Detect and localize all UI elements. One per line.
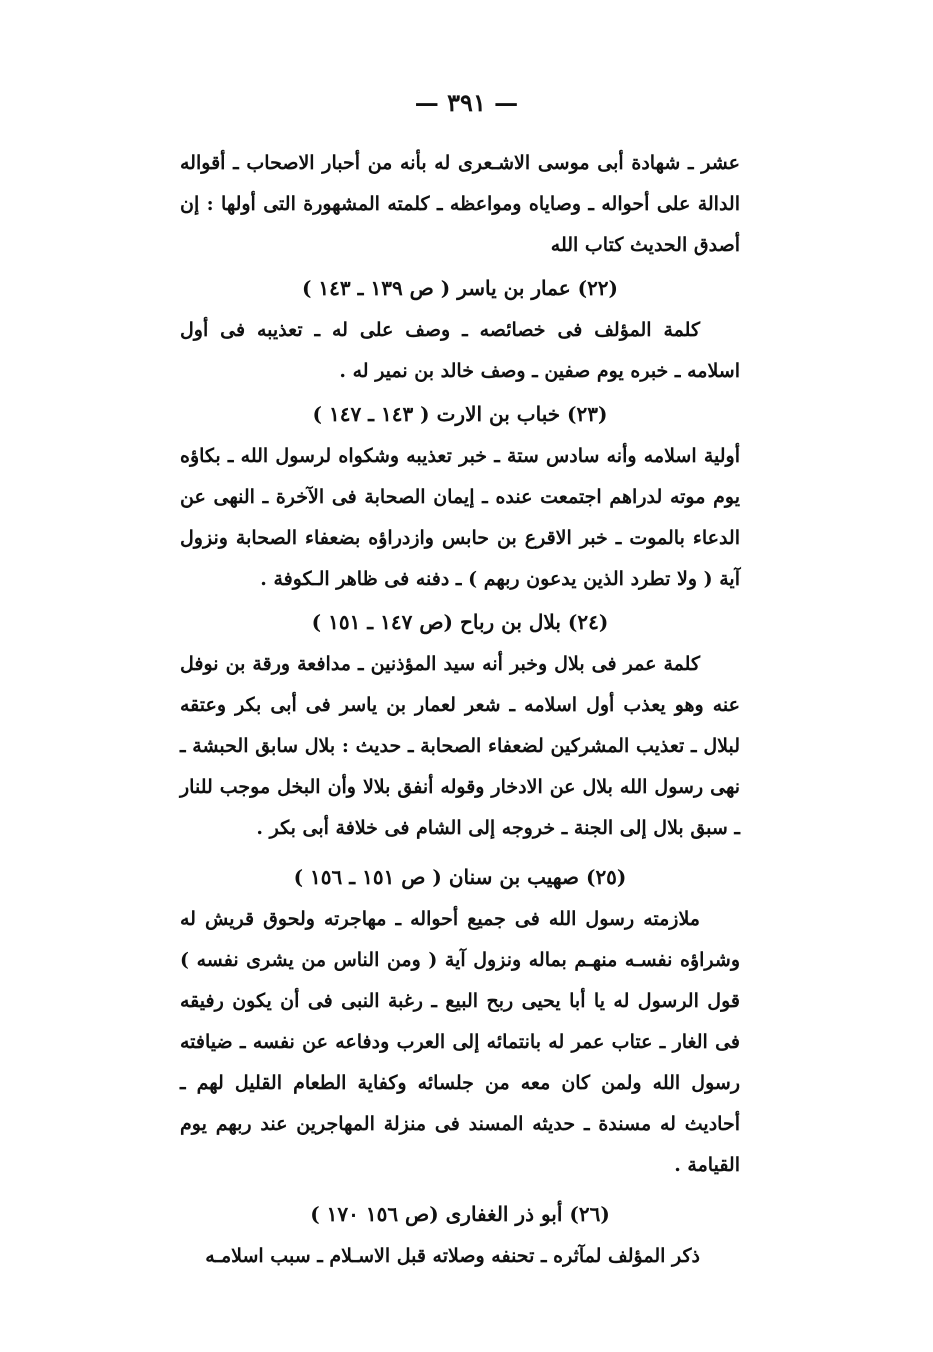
paragraph-26: ذكر المؤلف لمآثره ـ تحنفه وصلاته قبل الاسـلام ـ سبب اسلامـه bbox=[205, 1245, 700, 1267]
section-heading-25: (٢٥) صهيب بن سنان ( ص ١٥١ ـ ١٥٦ ) bbox=[293, 865, 627, 889]
paragraph-22: كلمة المؤلف فى خصائصه ـ وصف على له ـ تعذيبه فى أول اسلامه ـ خبره يوم صفين ـ وصف خالد بن نمير له . bbox=[180, 319, 740, 382]
paragraph-23: أولية اسلامه وأنه سادس ستة ـ خبر تعذيبه وشكواه لرسول الله ـ بكاؤه يوم موته لدراهم اجتمعت عنده ـ إيمان الصحابة فى الآخرة ـ النهى عن الدعاء بالموت ـ خبر الاقرع بن حابس وازدراؤه بضعفاء الصحابة ونزول آية ( ولا تطرد الذين يدعون ربهم ) ـ دفنه فى ظاهر الـكوفة . bbox=[180, 445, 740, 590]
section-heading-24: (٢٤) بلال بن رباح (ص ١٤٧ ـ ١٥١ ) bbox=[311, 610, 609, 634]
section-heading-22: (٢٢) عمار بن ياسر ( ص ١٣٩ ـ ١٤٣ ) bbox=[301, 276, 619, 300]
paragraph-25: ملازمته رسول الله فى جميع أحواله ـ مهاجرته ولحوق قريش له وشراؤه نفسـه منهـم بماله ونزول آية ( ومن الناس من يشرى نفسه ) قول الرسول له يا أبا يحيى ربح البيع ـ رغبة النبى فى أن يكون رفيقه فى الغار ـ عتاب عمر له بانتمائه إلى العرب ودفاعه عن نفسه ـ ضيافته رسول الله ولمن كان معه من جلسائه وكفاية الطعام القليل لهم ـ أحاديث له مسندة ـ حديثه المسند فى منزلة المهاجرين عند ربهم يوم القيامة . bbox=[180, 908, 740, 1176]
paragraph-intro: عشر ـ شهادة أبى موسى الاشـعرى له بأنه من أحبار الاصحاب ـ أقواله الدالة على أحواله ـ وصاياه ومواعظه ـ كلمته المشهورة التى أولها : إن أصدق الحديث كتاب الله bbox=[180, 152, 740, 256]
section-heading-23: (٢٣) خباب بن الارت ( ١٤٣ ـ ١٤٧ ) bbox=[312, 402, 608, 426]
section-heading-26: (٢٦) أبو ذر الغفارى (ص ١٥٦ ١٧٠ ) bbox=[310, 1202, 610, 1226]
page-number: — ٣٩١ — bbox=[414, 88, 519, 117]
paragraph-24: كلمة عمر فى بلال وخبر أنه سيد المؤذنين ـ مدافعة ورقة بن نوفل عنه وهو يعذب أول اسلامه ـ شعر لعمار بن ياسر فى أبى بكر وعتقه لبلال ـ تعذيب المشركين لضعفاء الصحابة ـ حديث : بلال سابق الحبشة ـ نهى رسول الله بلال عن الادخار وقوله أنفق بلالا وأن البخل موجب للنار ـ سبق بلال إلى الجنة ـ خروجه إلى الشام فى خلافة أبى بكر . bbox=[180, 653, 740, 839]
text-block bbox=[180, 143, 740, 1277]
